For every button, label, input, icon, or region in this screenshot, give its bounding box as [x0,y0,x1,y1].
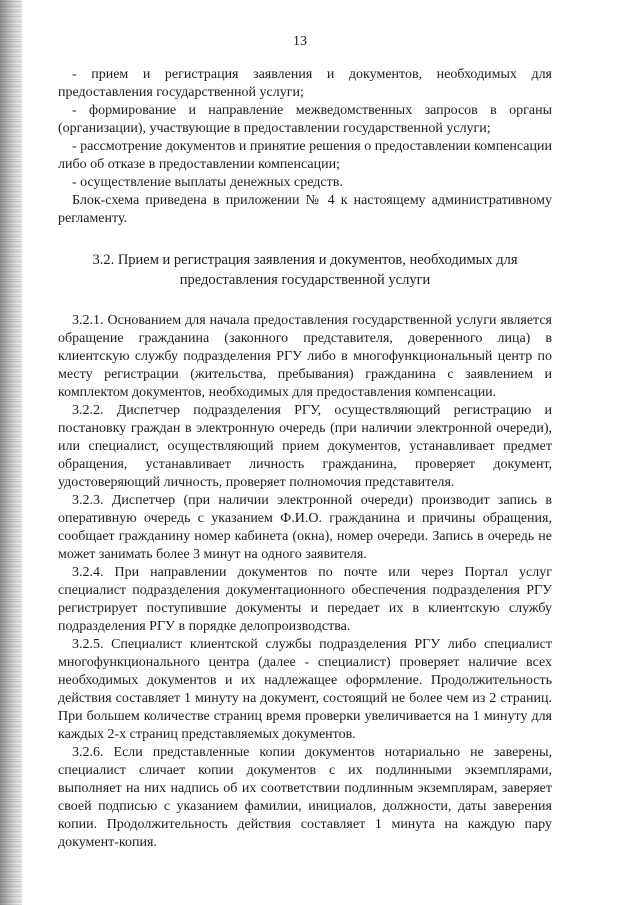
block-scheme-note: Блок-схема приведена в приложении № 4 к настоящему административному регламенту. [58,193,552,226]
paragraph-3-2-3: 3.2.3. Диспетчер (при наличии электронной очереди) производит запись в оперативную очередь с указанием Ф.И.О. гражданина и причины обращения, сообщает гражданину номер кабинета (окна), номер очереди. Запись в очередь не может занимать более 3 минут на одного заявителя. [58,493,552,562]
document-body [58,66,552,852]
page-number: 13 [293,34,307,49]
scan-edge-shadow [0,0,22,905]
section-heading: 3.2. Прием и регистрация заявления и документов, необходимых для предоставления государственной услуги [92,252,518,288]
paragraph-3-2-4: 3.2.4. При направлении документов по почте или через Портал услуг специалист подразделения документационного обеспечения подразделения РГУ регистрирует поступившие документы и передает их в клиентскую службу подразделения РГУ в порядке делопроизводства. [58,565,552,634]
list-item: - рассмотрение документов и принятие решения о предоставлении компенсации либо об отказе в предоставлении компенсации; [58,139,552,172]
list-item: - формирование и направление межведомственных запросов в органы (организации), участвующие в предоставлении государственной услуги; [58,103,552,136]
list-item: - прием и регистрация заявления и документов, необходимых для предоставления государственной услуги; [58,67,552,100]
paragraph-3-2-2: 3.2.2. Диспетчер подразделения РГУ, осуществляющий регистрацию и постановку граждан в электронную очередь (при наличии электронной очереди), или специалист, осуществляющий прием документов, устанавливает предмет обращения, устанавливает личность гражданина, проверяет документ, удостоверяющий личность, проверяет полномочия представителя. [58,403,552,490]
paragraph-3-2-5: 3.2.5. Специалист клиентской службы подразделения РГУ либо специалист многофункционального центра (далее - специалист) проверяет наличие всех необходимых документов и их надлежащее оформление. Продолжительность действия составляет 1 минуту на документ, состоящий не более чем из 2 страниц. При большем количестве страниц время проверки увеличивается на 1 минуту для каждых 2-х страниц представляемых документов. [58,637,552,742]
paragraph-3-2-1: 3.2.1. Основанием для начала предоставления государственной услуги является обращение гражданина (законного представителя, доверенного лица) в клиентскую службу подразделения РГУ либо в многофункциональный центр по месту регистрации (жительства, пребывания) гражданина с заявлением и комплектом документов, необходимых для предоставления компенсации. [58,313,552,400]
list-item: - осуществление выплаты денежных средств. [72,175,343,190]
paragraph-3-2-6: 3.2.6. Если представленные копии документов нотариально не заверены, специалист сличает копии документов с их подлинными экземплярами, выполняет на них надпись об их соответствии подлинным экземплярам, заверяет своей подписью с указанием фамилии, инициалов, должности, даты заверения копии. Продолжительность действия составляет 1 минута на каждую пару документ-копия. [58,745,552,850]
